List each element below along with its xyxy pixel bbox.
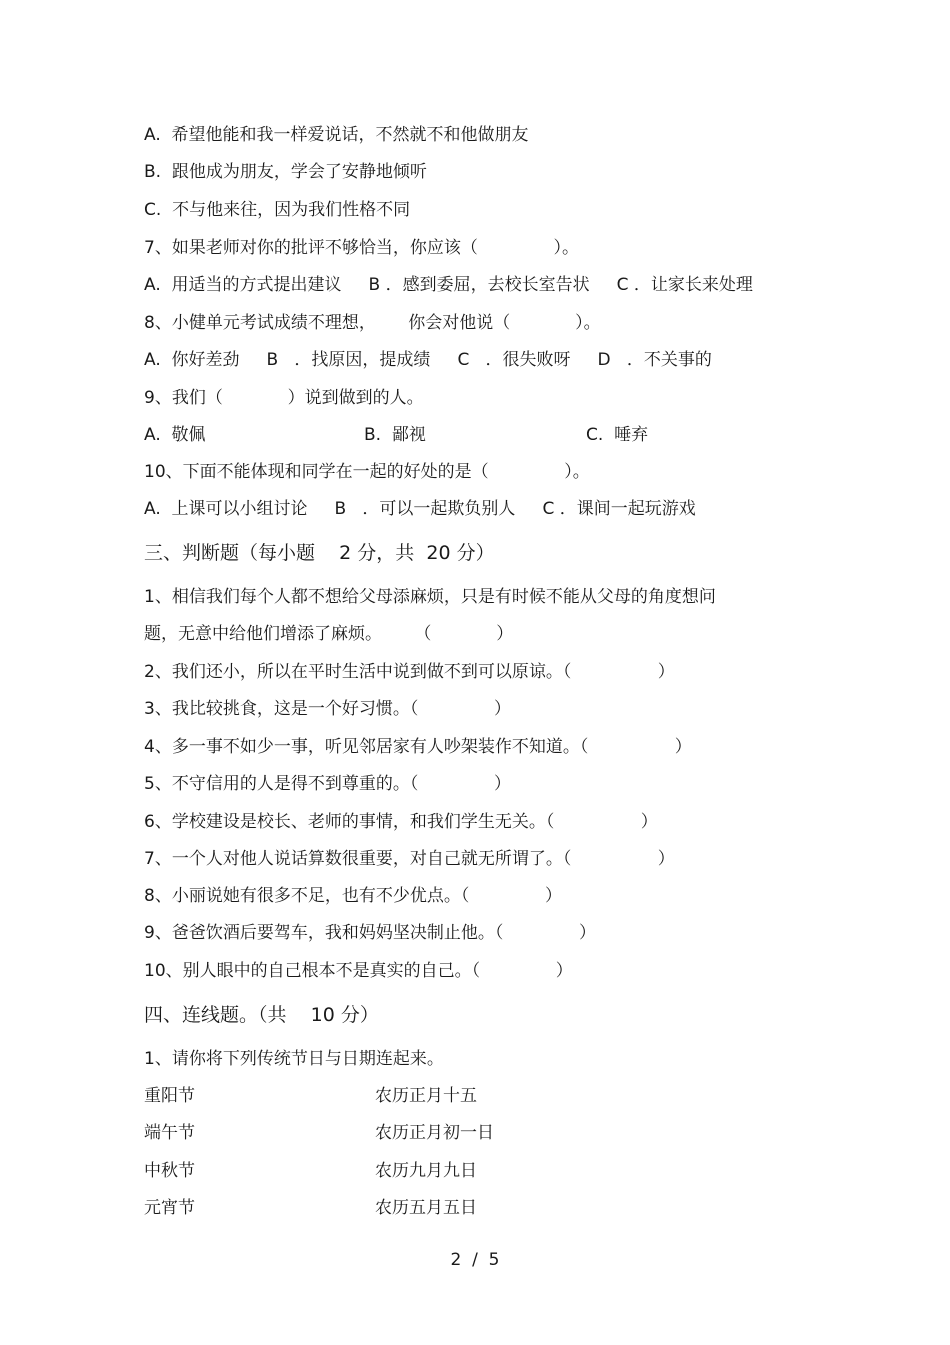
date-item: 农历五月五日: [375, 1198, 477, 1218]
section3-heading: 三、判断题（每小题 2 分，共 20 分）: [144, 542, 495, 564]
q9-option-b: B. 鄙视: [364, 425, 426, 445]
q9-question: 9、我们（ ）说到做到的人。: [144, 388, 424, 408]
section3-item: 6、学校建设是校长、老师的事情，和我们学生无关。（ ）: [144, 812, 658, 832]
festival-item: 重阳节: [144, 1086, 195, 1106]
festival-item: 中秋节: [144, 1161, 195, 1181]
section3-item: 1、相信我们每个人都不想给父母添麻烦，只是有时候不能从父母的角度想问: [144, 587, 716, 607]
q9-option-a: A. 敬佩: [144, 425, 206, 445]
section3-item: 10、别人眼中的自己根本不是真实的自己。（ ）: [144, 961, 573, 981]
section3-item: 2、我们还小，所以在平时生活中说到做不到可以原谅。（ ）: [144, 662, 675, 682]
section3-item: 8、小丽说她有很多不足，也有不少优点。（ ）: [144, 886, 562, 906]
q7-question: 7、如果老师对你的批评不够恰当，你应该（ ）。: [144, 238, 579, 258]
festival-item: 端午节: [144, 1123, 195, 1143]
section4-question: 1、请你将下列传统节日与日期连起来。: [144, 1049, 444, 1069]
festival-item: 元宵节: [144, 1198, 195, 1218]
q6-option-b: B. 跟他成为朋友，学会了安静地倾听: [144, 162, 427, 182]
q10-options: A. 上课可以小组讨论 B ．可以一起欺负别人 C ．课间一起玩游戏: [144, 499, 696, 519]
section3-item: 3、我比较挑食，这是一个好习惯。（ ）: [144, 699, 511, 719]
date-item: 农历正月初一日: [375, 1123, 494, 1143]
section4-heading: 四、连线题。（共 10 分）: [144, 1004, 379, 1026]
date-item: 农历九月九日: [375, 1161, 477, 1181]
section3-item: 5、不守信用的人是得不到尊重的。（ ）: [144, 774, 511, 794]
date-item: 农历正月十五: [375, 1086, 477, 1106]
section3-item: 4、多一事不如少一事，听见邻居家有人吵架装作不知道。（ ）: [144, 737, 692, 757]
q8-options: A. 你好差劲 B ．找原因，提成绩 C ．很失败呀 D ．不关事的: [144, 350, 712, 370]
q8-question: 8、小健单元考试成绩不理想， 你会对他说（ ）。: [144, 313, 601, 333]
q9-option-c: C. 唾弃: [586, 425, 649, 445]
q6-option-a: A. 希望他能和我一样爱说话，不然就不和他做朋友: [144, 125, 529, 145]
q7-options: A. 用适当的方式提出建议 B ．感到委屈，去校长室告状 C ．让家长来处理: [144, 275, 753, 295]
page-number: 2 / 5: [450, 1250, 500, 1270]
section3-item: 题，无意中给他们增添了麻烦。 （ ）: [144, 624, 514, 644]
q10-question: 10、下面不能体现和同学在一起的好处的是（ ）。: [144, 462, 590, 482]
section3-item: 9、爸爸饮酒后要驾车，我和妈妈坚决制止他。（ ）: [144, 923, 596, 943]
q6-option-c: C. 不与他来往，因为我们性格不同: [144, 200, 411, 220]
section3-item: 7、一个人对他人说话算数很重要，对自己就无所谓了。（ ）: [144, 849, 675, 869]
